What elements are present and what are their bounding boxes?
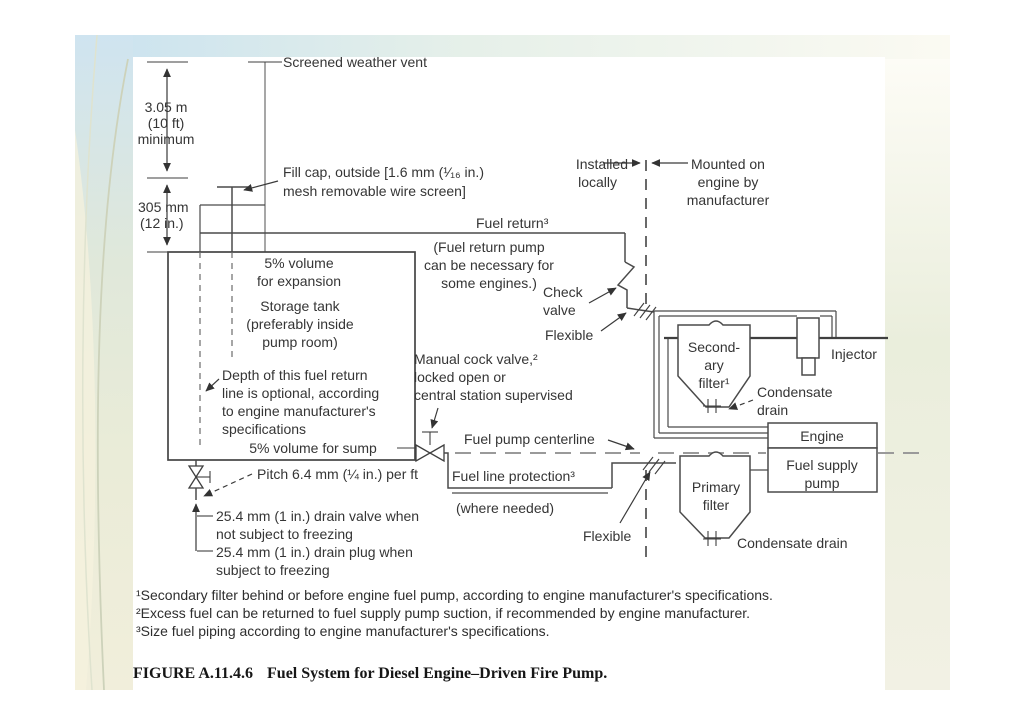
label-condensate-upper-2: drain: [757, 402, 789, 418]
label-centerline: Fuel pump centerline: [464, 431, 595, 447]
label-expansion-2: for expansion: [256, 273, 342, 289]
label-fill-cap-2: mesh removable wire screen]: [283, 183, 466, 199]
label-sump: 5% volume for sump: [249, 440, 377, 456]
label-injector: Injector: [831, 346, 877, 362]
label-return-note-1: (Fuel return pump: [433, 239, 545, 255]
label-fuel-line-protection: Fuel line protection³: [452, 468, 575, 484]
label-supply-pump-2: pump: [804, 475, 840, 491]
label-return-note-3: some engines.): [441, 275, 537, 291]
label-pitch: Pitch 6.4 mm (¼ in.) per ft: [257, 466, 419, 482]
caption-title: Fuel System for Diesel Engine–Driven Fire Pump.: [267, 665, 608, 682]
label-secondary-2: ary: [704, 357, 724, 373]
label-cock-2: locked open or: [414, 369, 506, 385]
label-fuel-return: Fuel return³: [476, 215, 549, 231]
label-dim-top-1: 3.05 m: [144, 99, 188, 115]
footnote-3: ³Size fuel piping according to engine manufacturer's specifications.: [136, 623, 550, 639]
label-supply-pump-1: Fuel supply: [786, 457, 858, 473]
label-drain-plug-2: subject to freezing: [216, 562, 330, 578]
label-drain-plug-1: 25.4 mm (1 in.) drain plug when: [216, 544, 413, 560]
label-expansion-1: 5% volume: [264, 255, 334, 271]
label-depth-2: line is optional, according: [222, 385, 380, 401]
label-dim-bottom-1: 305 mm: [138, 199, 189, 215]
engine-assembly: [768, 423, 877, 492]
top-band: [75, 35, 950, 59]
label-secondary-3: filter¹: [698, 375, 730, 391]
label-check-valve-1: Check: [543, 284, 583, 300]
label-mounted-2: engine by: [697, 174, 759, 190]
label-depth-4: specifications: [222, 421, 307, 437]
footnote-2: ²Excess fuel can be returned to fuel supply pump suction, if recommended by engine manufacturer.: [136, 605, 751, 621]
label-primary-1: Primary: [691, 479, 741, 495]
label-condensate-upper-1: Condensate: [757, 384, 833, 400]
label-storage-2: (preferably inside: [246, 316, 354, 332]
label-dim-top-2: (10 ft): [147, 115, 185, 131]
right-band: [885, 59, 950, 690]
figure-caption: [133, 665, 607, 682]
label-cock-1: Manual cock valve,²: [414, 351, 538, 367]
label-dim-bottom-2: (12 in.): [140, 215, 184, 231]
storage-tank: [168, 252, 415, 460]
injector-shape: [797, 318, 819, 358]
label-secondary-1: Second-: [687, 339, 741, 355]
label-dim-top-3: minimum: [137, 131, 195, 147]
label-depth-3: to engine manufacturer's: [222, 403, 376, 419]
label-mounted-1: Mounted on: [691, 156, 765, 172]
label-depth-1: Depth of this fuel return: [222, 367, 368, 383]
label-screened-weather-vent: Screened weather vent: [283, 54, 427, 70]
caption-text: [133, 665, 607, 682]
label-return-note-2: can be necessary for: [424, 257, 554, 273]
label-storage-1: Storage tank: [260, 298, 340, 314]
label-check-valve-2: valve: [543, 302, 576, 318]
label-primary-2: filter: [702, 497, 730, 513]
label-installed-1: Installed: [575, 156, 628, 172]
label-fill-cap-1: Fill cap, outside [1.6 mm (¹⁄₁₆ in.): [283, 164, 484, 180]
label-storage-3: pump room): [262, 334, 338, 350]
label-drain-valve-1: 25.4 mm (1 in.) drain valve when: [216, 508, 420, 524]
label-where-needed: (where needed): [456, 500, 555, 516]
footnote-1: ¹Secondary filter behind or before engine fuel pump, according to engine manufacturer's specifications.: [136, 587, 773, 603]
label-condensate-lower: Condensate drain: [737, 535, 848, 551]
label-engine: Engine: [800, 428, 844, 444]
label-flexible-upper: Flexible: [545, 327, 594, 343]
label-drain-valve-2: not subject to freezing: [216, 526, 353, 542]
label-flexible-lower: Flexible: [583, 528, 632, 544]
label-cock-3: central station supervised: [414, 387, 573, 403]
caption-figure-no: FIGURE A.11.4.6: [133, 665, 254, 682]
label-mounted-3: manufacturer: [686, 192, 770, 208]
injector-tip: [802, 358, 815, 375]
label-installed-2: locally: [578, 174, 617, 190]
